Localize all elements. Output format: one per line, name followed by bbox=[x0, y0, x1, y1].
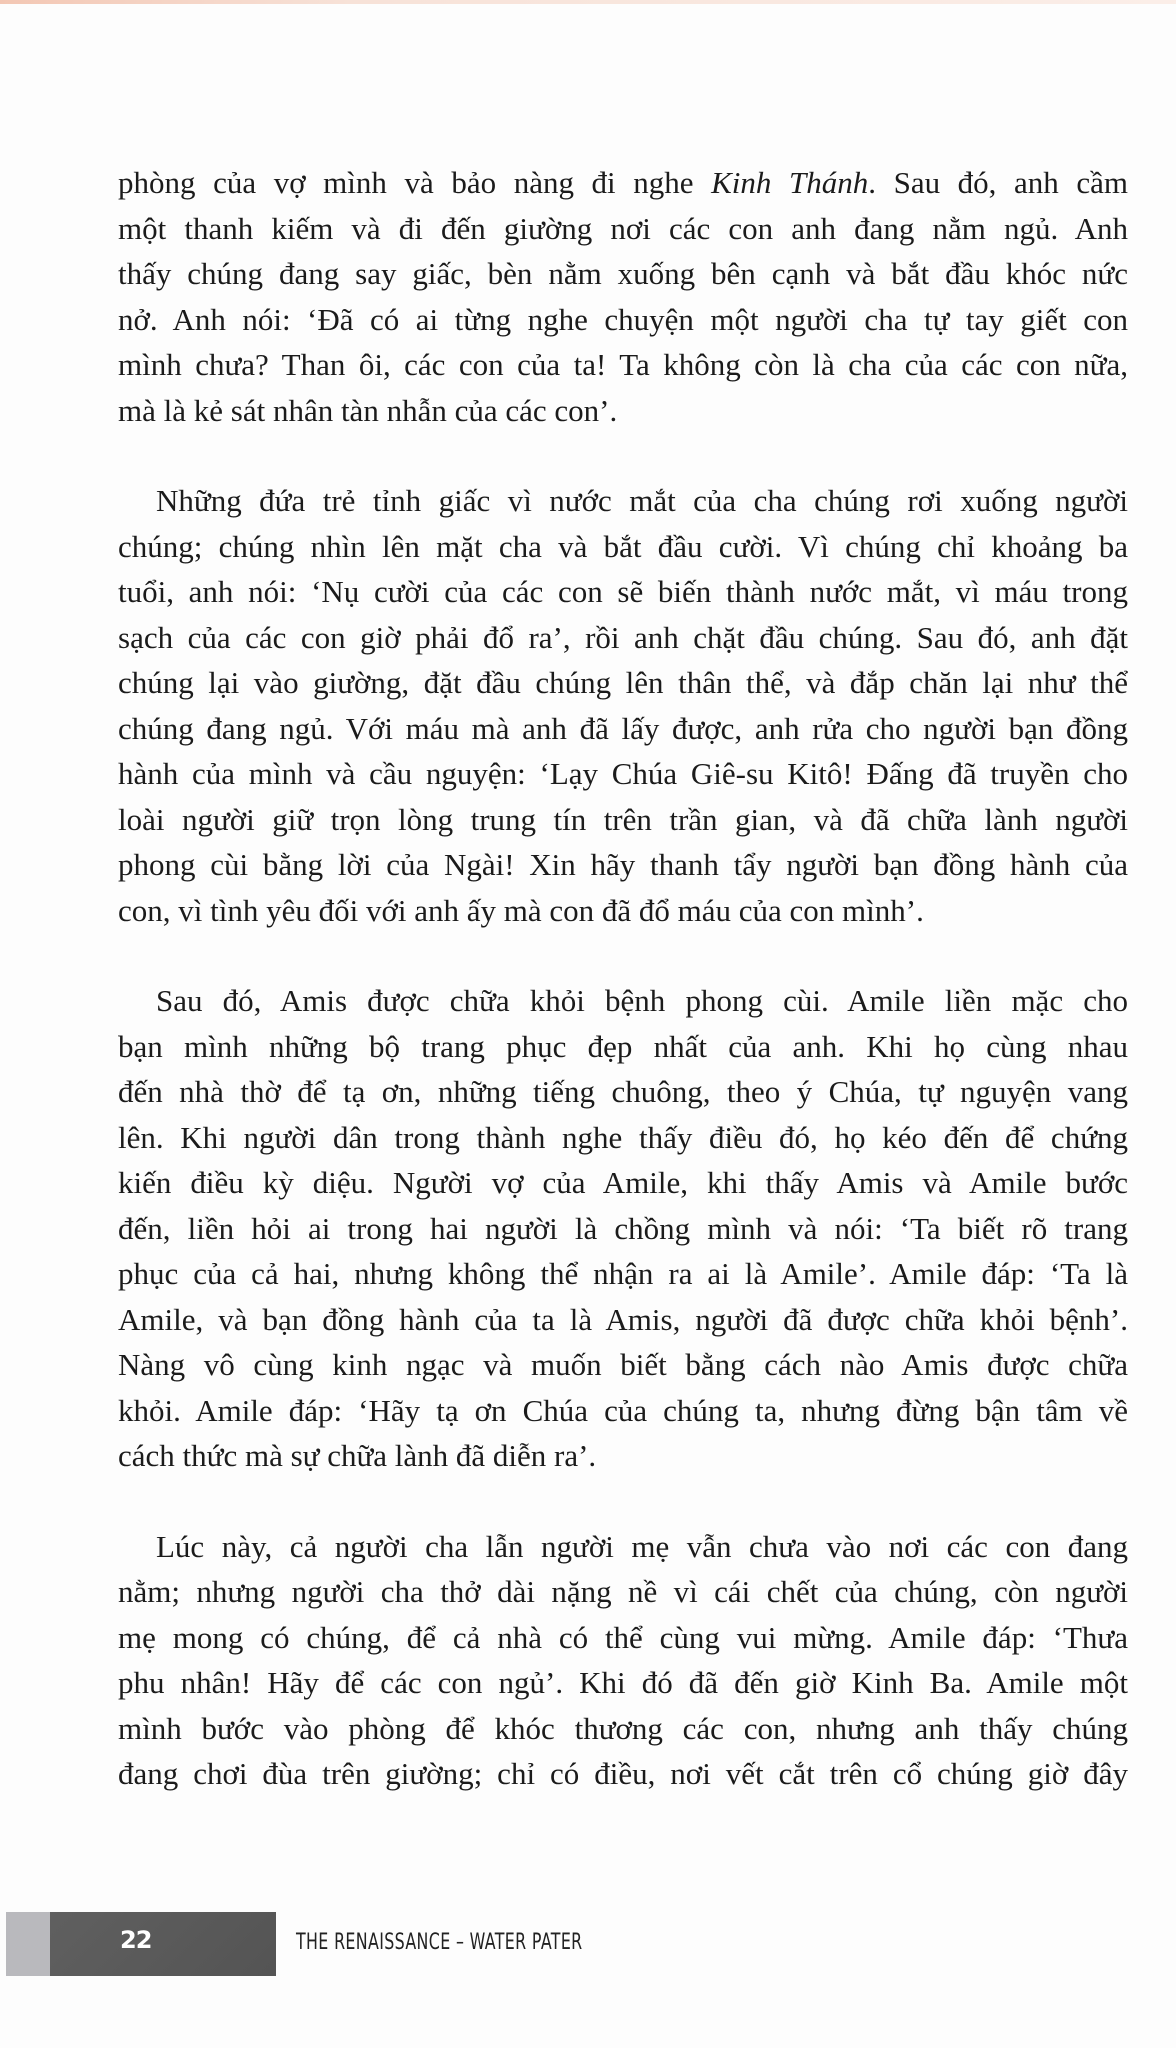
text-line: tuổi, anh nói: ‘Nụ cười của các con sẽ biến thành nước mắt, vì máu trong bbox=[118, 574, 1128, 609]
text-line: Amile, và bạn đồng hành của ta là Amis, người đã được chữa khỏi bệnh’. bbox=[118, 1301, 1128, 1337]
running-title: THE RENAISSANCE – WATER PATER bbox=[296, 1930, 583, 1955]
text-line: nở. Anh nói: ‘Đã có ai từng nghe chuyện một người cha tự tay giết con bbox=[118, 301, 1128, 337]
text-line: kiến điều kỳ diệu. Người vợ của Amile, khi thấy Amis và Amile bước bbox=[118, 1165, 1128, 1200]
text-line: mình chưa? Than ôi, các con của ta! Ta không còn là cha của các con nữa, bbox=[118, 347, 1128, 382]
text-line: phu nhân! Hãy để các con ngủ’. Khi đó đã đến giờ Kinh Ba. Amile một bbox=[118, 1665, 1128, 1700]
text-line: loài người giữ trọn lòng trung tín trên trần gian, và đã chữa lành người bbox=[118, 801, 1128, 837]
text-line: mình bước vào phòng để khóc thương các con, nhưng anh thấy chúng bbox=[118, 1710, 1128, 1746]
text-line: Lúc này, cả người cha lẫn người mẹ vẫn chưa vào nơi các con đang bbox=[156, 1528, 1128, 1564]
text-line: hành của mình và cầu nguyện: ‘Lạy Chúa Giê-su Kitô! Đấng đã truyền cho bbox=[118, 756, 1128, 791]
page-tab-edge bbox=[6, 1912, 50, 1976]
text-line: sạch của các con giờ phải đổ ra’, rồi anh chặt đầu chúng. Sau đó, anh đặt bbox=[118, 619, 1128, 655]
text-line: khỏi. Amile đáp: ‘Hãy tạ ơn Chúa của chúng ta, nhưng đừng bận tâm về bbox=[118, 1392, 1128, 1428]
paragraph bbox=[118, 978, 1128, 1479]
page-footer bbox=[6, 1912, 1106, 1976]
italic-title: Kinh Thánh bbox=[711, 165, 869, 200]
paragraph bbox=[118, 478, 1128, 933]
text-line: phục của cả hai, nhưng không thể nhận ra ai là Amile’. Amile đáp: ‘Ta là bbox=[118, 1256, 1128, 1291]
text-line: lên. Khi người dân trong thành nghe thấy điều đó, họ kéo đến để chứng bbox=[118, 1119, 1128, 1155]
text-line: bạn mình những bộ trang phục đẹp nhất của anh. Khi họ cùng nhau bbox=[118, 1028, 1128, 1064]
text-line: Nàng vô cùng kinh ngạc và muốn biết bằng cách nào Amis được chữa bbox=[118, 1347, 1128, 1382]
text-line: cách thức mà sự chữa lành đã diễn ra’. bbox=[118, 1438, 597, 1473]
text-line: chúng lại vào giường, đặt đầu chúng lên thân thể, và đắp chăn lại như thể bbox=[118, 665, 1128, 700]
text-line: mẹ mong có chúng, để cả nhà có thể cùng vui mừng. Amile đáp: ‘Thưa bbox=[118, 1619, 1128, 1655]
text-line: Sau đó, Amis được chữa khỏi bệnh phong cùi. Amile liền mặc cho bbox=[156, 983, 1128, 1018]
text-line: mà là kẻ sát nhân tàn nhẫn của các con’. bbox=[118, 392, 618, 428]
text-line: phong cùi bằng lời của Ngài! Xin hãy thanh tẩy người bạn đồng hành của bbox=[118, 847, 1128, 882]
text-line: chúng; chúng nhìn lên mặt cha và bắt đầu cười. Vì chúng chỉ khoảng ba bbox=[118, 528, 1128, 564]
page-top-edge bbox=[0, 0, 1176, 4]
text-line: Những đứa trẻ tỉnh giấc vì nước mắt của cha chúng rơi xuống người bbox=[156, 483, 1128, 518]
text-line: nằm; nhưng người cha thở dài nặng nề vì cái chết của chúng, còn người bbox=[118, 1574, 1128, 1609]
text-line: đến, liền hỏi ai trong hai người là chồng mình và nói: ‘Ta biết rõ trang bbox=[118, 1210, 1128, 1246]
text-line: một thanh kiếm và đi đến giường nơi các con anh đang nằm ngủ. Anh bbox=[118, 210, 1128, 246]
page-number: 22 bbox=[120, 1926, 152, 1954]
text-line: đang chơi đùa trên giường; chỉ có điều, nơi vết cắt trên cổ chúng giờ đây bbox=[118, 1756, 1128, 1791]
book-page-body bbox=[118, 160, 1128, 1842]
text-line: đến nhà thờ để tạ ơn, những tiếng chuông, theo ý Chúa, tự nguyện vang bbox=[118, 1074, 1128, 1109]
text-line: con, vì tình yêu đối với anh ấy mà con đã đổ máu của con mình’. bbox=[118, 892, 924, 928]
text-line: chúng đang ngủ. Với máu mà anh đã lấy được, anh rửa cho người bạn đồng bbox=[118, 710, 1128, 746]
text-line: thấy chúng đang say giấc, bèn nằm xuống bên cạnh và bắt đầu khóc nức bbox=[118, 256, 1128, 291]
text-line: phòng của vợ mình và bảo nàng đi nghe Kinh Thánh. Sau đó, anh cầm bbox=[118, 165, 1129, 200]
paragraph bbox=[118, 160, 1128, 433]
paragraph bbox=[118, 1524, 1128, 1797]
